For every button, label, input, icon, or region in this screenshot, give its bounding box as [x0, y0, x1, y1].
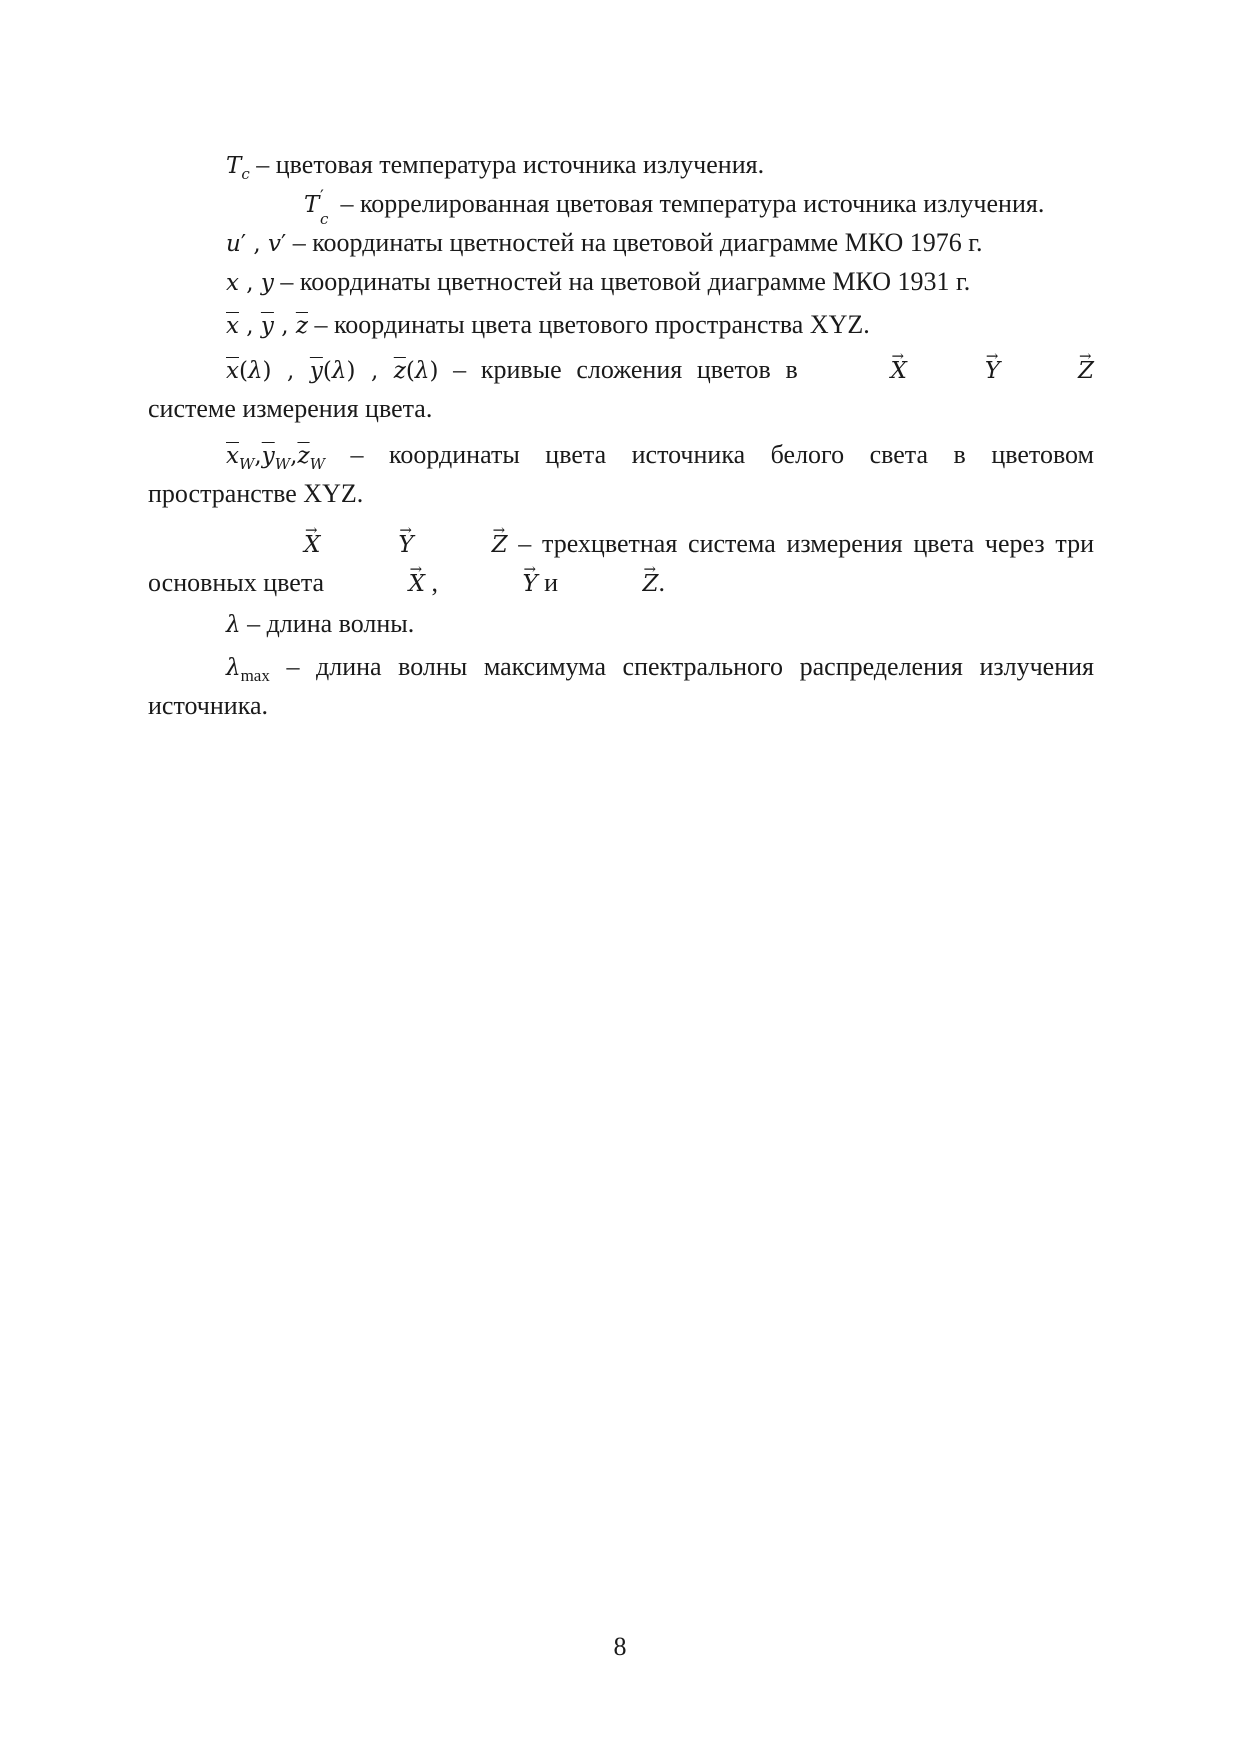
- definition-text: – координаты цветностей на цветовой диаграмме МКО 1976 г.: [292, 228, 983, 257]
- definition-text: – кривые сложения цветов в: [453, 355, 798, 384]
- symbol-tc-prime: T ′ c: [304, 187, 329, 228]
- symbol-xyz-vector: → X → Y → Z: [812, 358, 1094, 384]
- definition-text: – длина волны.: [247, 609, 415, 638]
- symbol-cmf: $\overline{x}(\lambda)$ , $\overline{y}(\lambda)$ , $\overline{z}(\lambda)$: [226, 358, 439, 384]
- definition-text: – координаты цвета цветового пространства XYZ.: [314, 310, 870, 339]
- symbol-y-vector: → Y: [444, 571, 537, 597]
- symbol-xyz-system: → X → Y → Z: [226, 532, 508, 558]
- symbol-x-vector: → X: [331, 571, 425, 597]
- symbol-xy: x , y: [226, 270, 274, 296]
- definition-text: – координаты цветностей на цветовой диаграмме МКО 1931 г.: [280, 267, 971, 296]
- symbol-lambda: λ: [226, 612, 241, 638]
- definition-tc-prime: [148, 185, 1094, 228]
- definition-white-point: [148, 436, 1094, 513]
- definition-cmf: [148, 351, 1094, 428]
- definition-lambda-max: [148, 648, 1094, 725]
- definition-tail-text: системе измерения цвета.: [148, 394, 433, 423]
- symbol-tc: $T_c$: [226, 153, 250, 183]
- symbol-xyz-bar: $\overline{x}$ , $\overline{y}$ , $\overline{z}$: [226, 313, 308, 339]
- page-number: 8: [613, 1632, 627, 1661]
- definition-lambda: [148, 605, 1094, 644]
- conjunction: и: [544, 568, 559, 597]
- symbol-uv: u′ , v′: [226, 231, 287, 257]
- definition-xyz-system: → X → Y → Z – трехцветная система измерения цвета через три основных цвета → X , → Y и → Z.: [148, 525, 1094, 603]
- definition-text: – коррелированная цветовая температура источника излучения.: [340, 189, 1045, 218]
- definition-text: – длина волны максимума спектрального распределения излучения источника.: [148, 652, 1095, 720]
- definition-xy: [148, 263, 1094, 302]
- definition-text: – цветовая температура источника излучения.: [256, 150, 765, 179]
- symbol-white-point: $\overline{x}_W,\overline{y}_W,\overline{z}_W$: [226, 443, 325, 473]
- symbol-z-vector: → Z: [565, 571, 659, 597]
- definitions-list: [148, 146, 1094, 725]
- definition-text: – координаты цвета источника белого света в цветовом пространстве XYZ.: [148, 440, 1094, 508]
- symbol-lambda-max: $\lambda_{max}$: [226, 655, 270, 685]
- definition-text: – трехцветная система измерения цвета через три основных цвета: [148, 529, 1094, 597]
